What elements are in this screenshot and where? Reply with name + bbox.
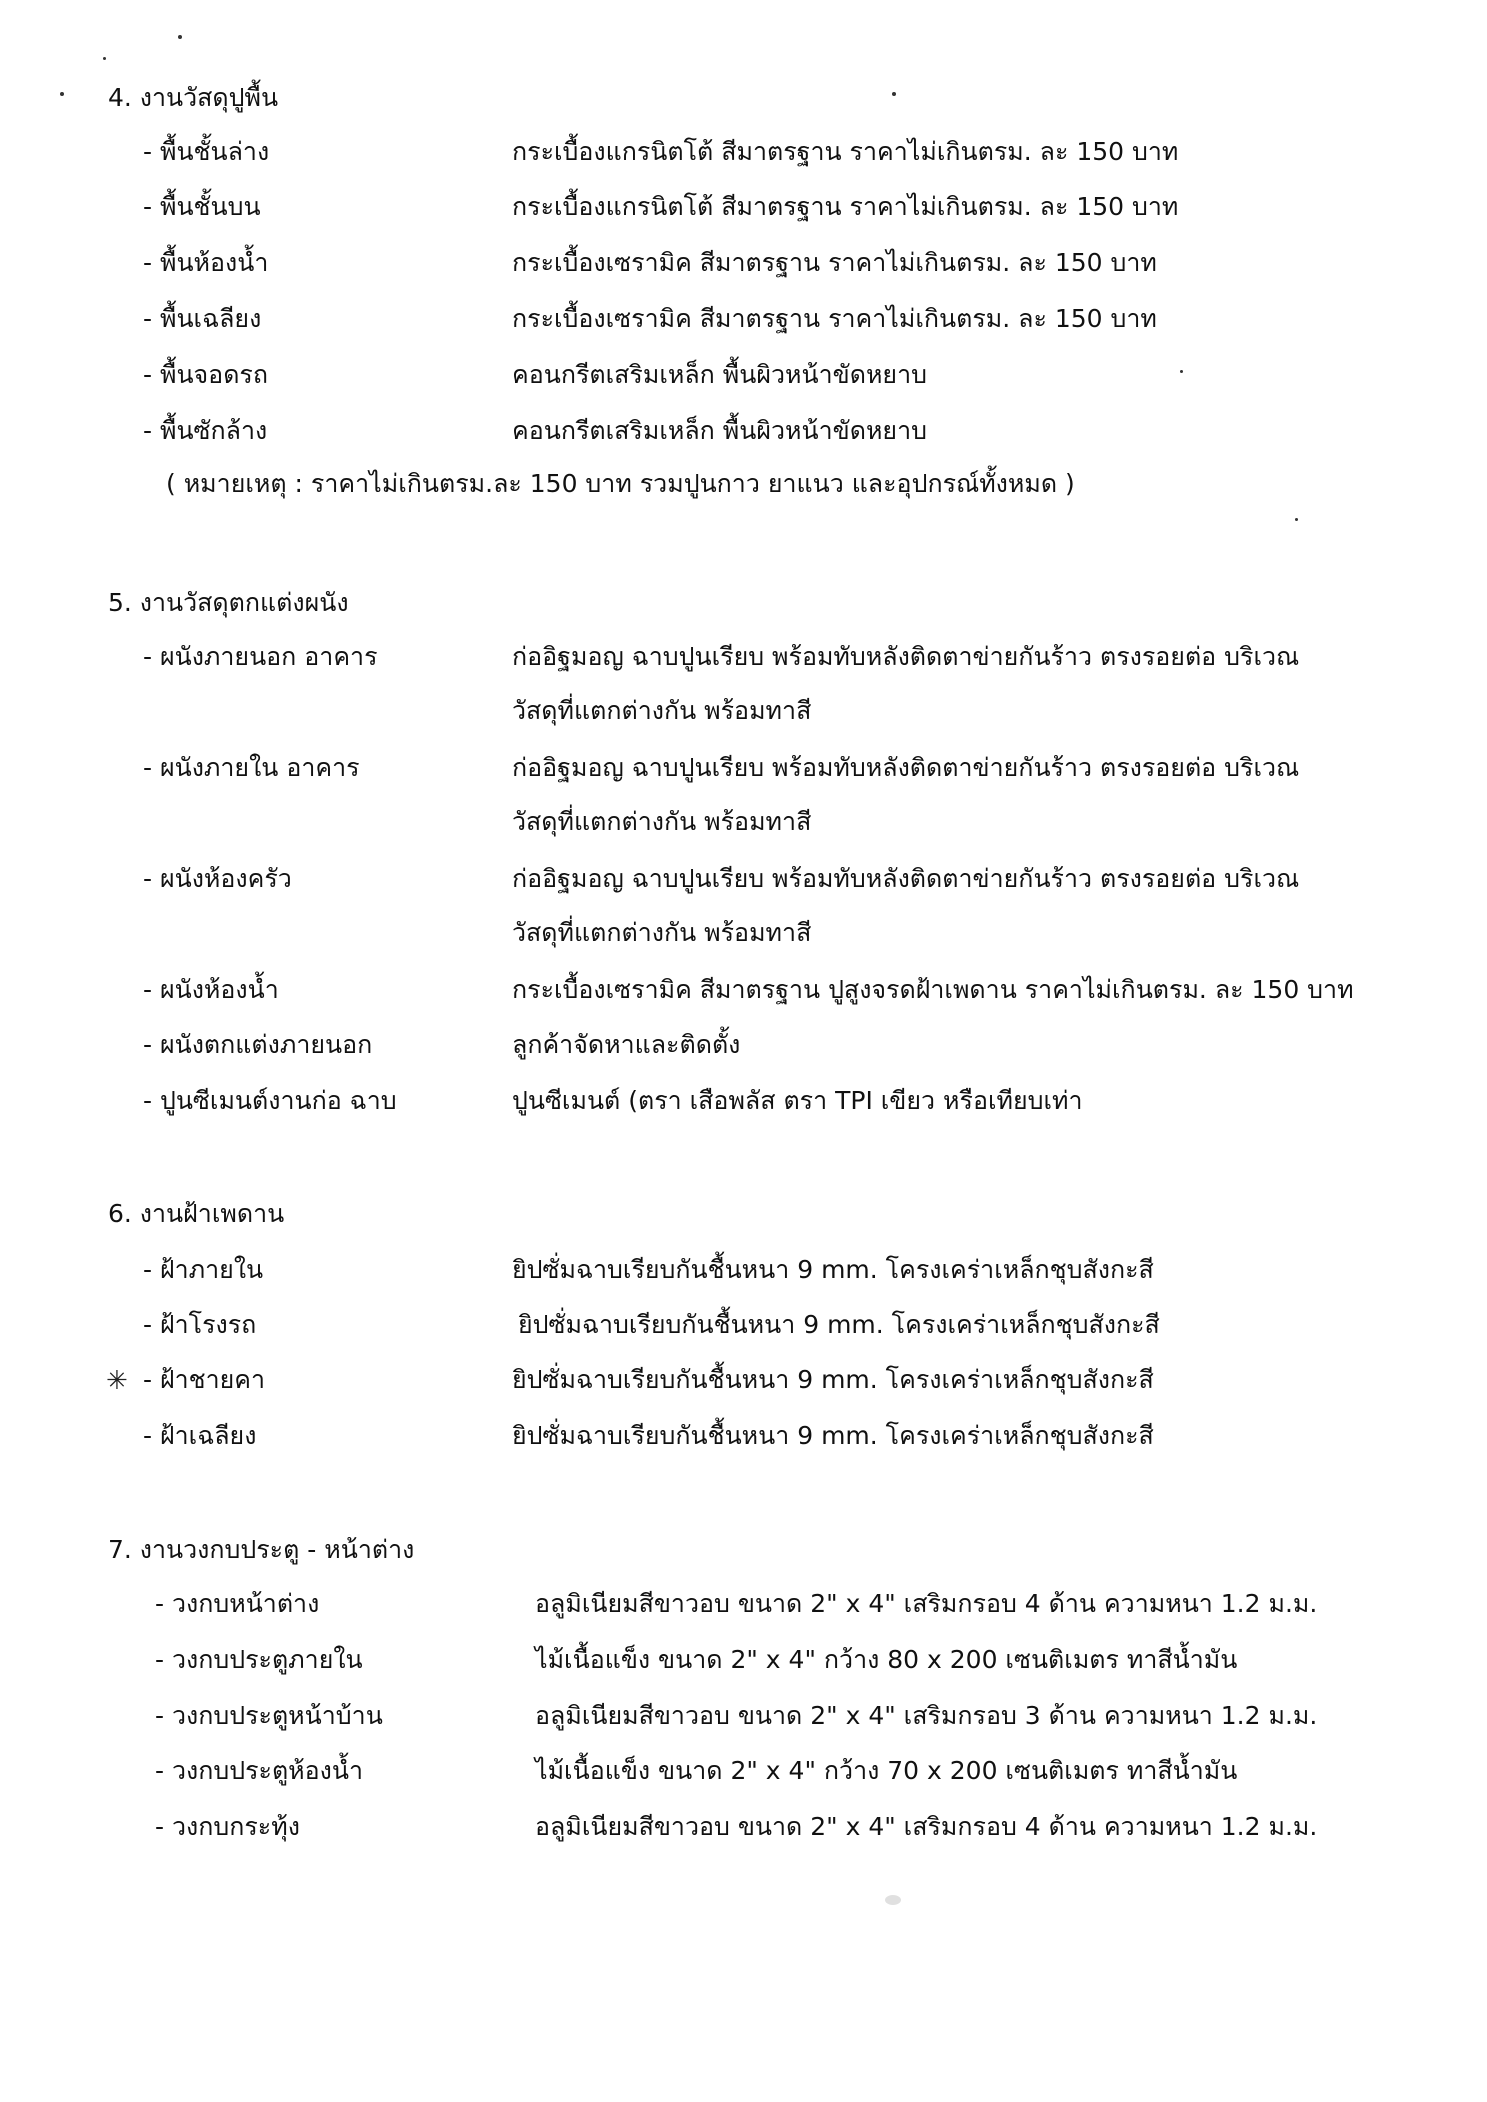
section-7-title: 7. งานวงกบประตู - หน้าต่าง [108,1535,415,1564]
scan-speck [103,57,106,60]
item-label: - พื้นชั้นบน [143,192,261,221]
item-label: - วงกบหน้าต่าง [155,1589,320,1618]
item-label: - ฝ้าชายคา [143,1365,266,1394]
list-item [0,970,1487,1010]
item-label: - ปูนซีเมนต์งานก่อ ฉาบ [143,1086,397,1115]
list-item [0,1751,1487,1791]
item-label: - วงกบประตูหน้าบ้าน [155,1701,383,1730]
item-label: - ผนังห้องน้ำ [143,975,279,1004]
item-value: อลูมิเนียมสีขาวอบ ขนาด 2" x 4" เสริมกรอบ 4 ด้าน ความหนา 1.2 ม.ม. [535,1812,1318,1841]
item-label: - ฝ้าโรงรถ [143,1310,257,1339]
list-item [0,243,1487,283]
list-item [0,748,1487,788]
item-value: กระเบื้องแกรนิตโต้ สีมาตรฐาน ราคาไม่เกินตรม. ละ 150 บาท [512,137,1179,166]
item-value: ยิปซั่มฉาบเรียบกันชื้นหนา 9 mm. โครงเคร่าเหล็กชุบสังกะสี [512,1255,1154,1284]
scan-speck [892,92,896,96]
item-value: ก่ออิฐมอญ ฉาบปูนเรียบ พร้อมทับหลังติดตาข่ายกันร้าว ตรงรอยต่อ บริเวณ [512,753,1300,782]
item-value: ก่ออิฐมอญ ฉาบปูนเรียบ พร้อมทับหลังติดตาข่ายกันร้าว ตรงรอยต่อ บริเวณ [512,642,1300,671]
list-item [0,1416,1487,1456]
list-item [0,1584,1487,1624]
item-label: - ผนังห้องครัว [143,864,292,893]
item-label: - พื้นชั้นล่าง [143,137,270,166]
list-item [0,1807,1487,1847]
section-5-title: 5. งานวัสดุตกแต่งผนัง [108,588,349,617]
asterisk-mark: ✳ [106,1366,128,1396]
item-value-continued: วัสดุที่แตกต่างกัน พร้อมทาสี [512,696,812,725]
list-item [0,299,1487,339]
item-label: - วงกบประตูห้องน้ำ [155,1756,364,1785]
item-value: ไม้เนื้อแข็ง ขนาด 2" x 4" กว้าง 80 x 200 เซนติเมตร ทาสีน้ำมัน [535,1645,1238,1674]
list-item [0,132,1487,172]
item-value: กระเบื้องเซรามิค สีมาตรฐาน ราคาไม่เกินตรม. ละ 150 บาท [512,304,1157,333]
item-label: - พื้นห้องน้ำ [143,248,269,277]
item-value: อลูมิเนียมสีขาวอบ ขนาด 2" x 4" เสริมกรอบ 4 ด้าน ความหนา 1.2 ม.ม. [535,1589,1318,1618]
list-item [0,637,1487,677]
list-item [0,1360,1487,1400]
list-item [0,1305,1487,1345]
item-value-continued: วัสดุที่แตกต่างกัน พร้อมทาสี [512,807,812,836]
list-item [0,1640,1487,1680]
section-4-note: ( หมายเหตุ : ราคาไม่เกินตรม.ละ 150 บาท รวมปูนกาว ยาแนว และอุปกรณ์ทั้งหมด ) [166,469,1075,498]
item-value: ไม้เนื้อแข็ง ขนาด 2" x 4" กว้าง 70 x 200 เซนติเมตร ทาสีน้ำมัน [535,1756,1238,1785]
list-item [0,1250,1487,1290]
scan-speck [1295,518,1298,521]
list-item [0,859,1487,899]
section-4-title: 4. งานวัสดุปูพื้น [108,83,279,112]
item-value: อลูมิเนียมสีขาวอบ ขนาด 2" x 4" เสริมกรอบ 3 ด้าน ความหนา 1.2 ม.ม. [535,1701,1318,1730]
item-value: กระเบื้องแกรนิตโต้ สีมาตรฐาน ราคาไม่เกินตรม. ละ 150 บาท [512,192,1179,221]
scan-smudge [885,1895,901,1905]
item-value: ลูกค้าจัดหาและติดตั้ง [512,1030,741,1059]
item-value: ยิปซั่มฉาบเรียบกันชื้นหนา 9 mm. โครงเคร่าเหล็กชุบสังกะสี [518,1310,1160,1339]
item-label: - พื้นซักล้าง [143,416,268,445]
item-label: - ผนังภายใน อาคาร [143,753,360,782]
list-item [0,1081,1487,1121]
item-value: คอนกรีตเสริมเหล็ก พื้นผิวหน้าขัดหยาบ [512,416,927,445]
item-label: - ผนังตกแต่งภายนอก [143,1030,373,1059]
list-item [0,355,1487,395]
item-value-continued: วัสดุที่แตกต่างกัน พร้อมทาสี [512,918,812,947]
item-label: - พื้นจอดรถ [143,360,268,389]
list-item [0,1696,1487,1736]
item-value: กระเบื้องเซรามิค สีมาตรฐาน ราคาไม่เกินตรม. ละ 150 บาท [512,248,1157,277]
item-label: - ผนังภายนอก อาคาร [143,642,378,671]
item-value: คอนกรีตเสริมเหล็ก พื้นผิวหน้าขัดหยาบ [512,360,927,389]
list-item [0,411,1487,451]
item-value: กระเบื้องเซรามิค สีมาตรฐาน ปูสูงจรดฝ้าเพดาน ราคาไม่เกินตรม. ละ 150 บาท [512,975,1354,1004]
item-label: - วงกบกระทุ้ง [155,1812,300,1841]
item-label: - พื้นเฉลียง [143,304,262,333]
item-label: - ฝ้าเฉลียง [143,1421,257,1450]
scan-speck [178,35,182,39]
list-item [0,1025,1487,1065]
list-item [0,187,1487,227]
item-value: ยิปซั่มฉาบเรียบกันชื้นหนา 9 mm. โครงเคร่าเหล็กชุบสังกะสี [512,1421,1154,1450]
scan-speck [60,92,64,96]
item-value: ก่ออิฐมอญ ฉาบปูนเรียบ พร้อมทับหลังติดตาข่ายกันร้าว ตรงรอยต่อ บริเวณ [512,864,1300,893]
item-label: - วงกบประตูภายใน [155,1645,363,1674]
item-label: - ฝ้าภายใน [143,1255,264,1284]
section-6-title: 6. งานฝ้าเพดาน [108,1199,285,1228]
item-value: ยิปซั่มฉาบเรียบกันชื้นหนา 9 mm. โครงเคร่าเหล็กชุบสังกะสี [512,1365,1154,1394]
item-value: ปูนซีเมนต์ (ตรา เสือพลัส ตรา TPI เขียว หรือเทียบเท่า [512,1086,1083,1115]
